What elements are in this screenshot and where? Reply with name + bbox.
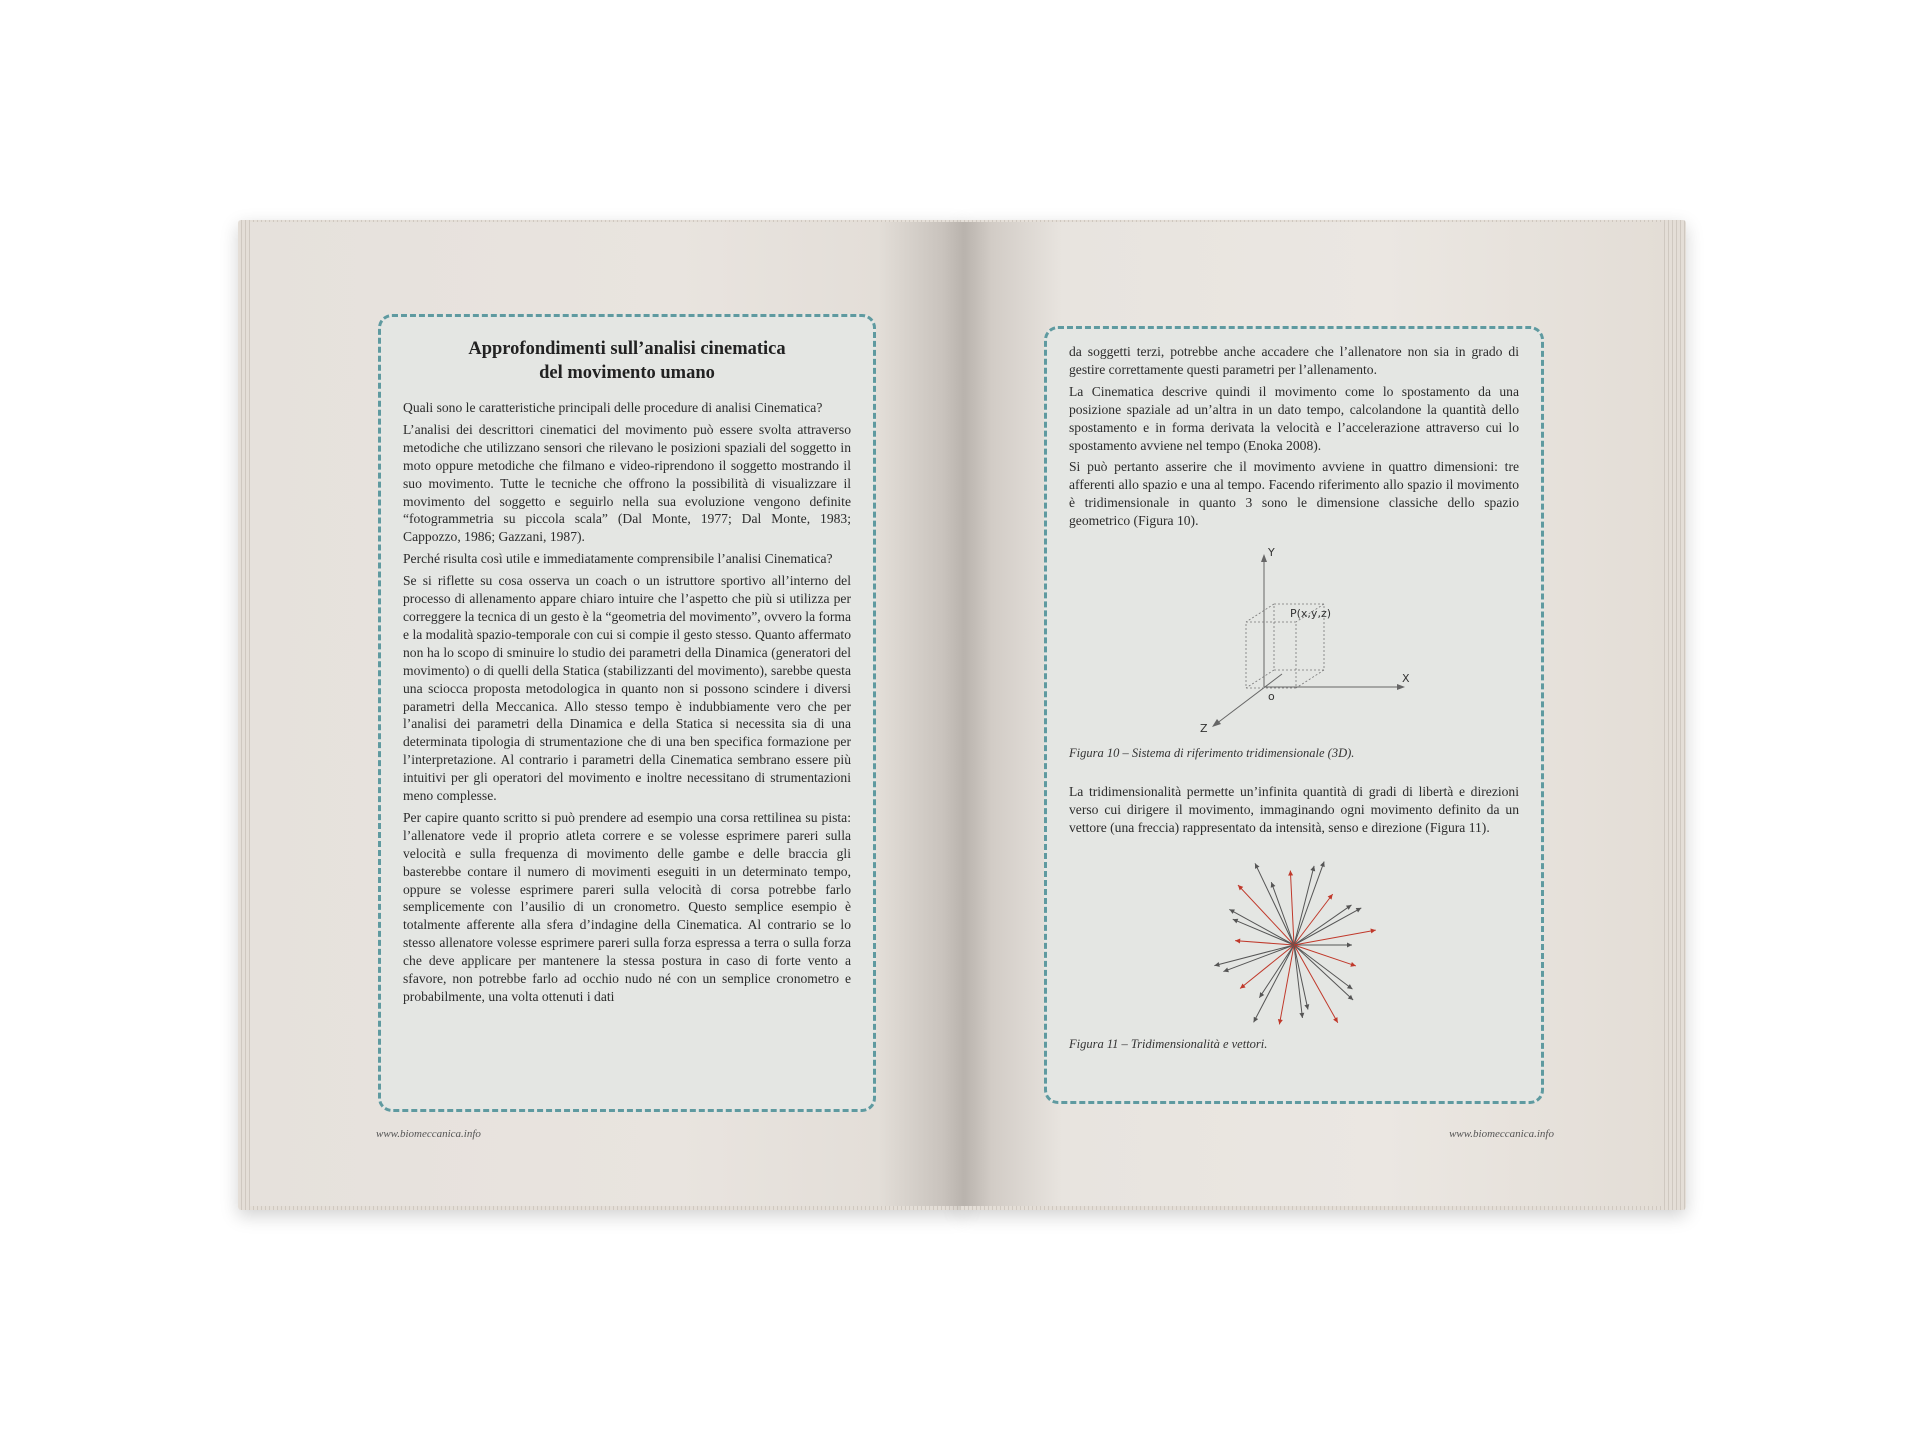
paragraph: L’analisi dei descrittori cinematici del movimento può essere svolta attraverso metodiche che utilizzano sensori che rilevano le posizioni spaziali del soggetto in moto oppure metodiche che filmano e video-riprendono il soggetto mostrando il suo movimento. Tutte le tecniche che offrono la possibilità di visualizzare il movimento del soggetto e seguirlo nella sua evoluzione vengono definite “fotogrammetria su piccola scala” (Dal Monte, 1977; Dal Monte, 1983; Cappozzo, 1986; Gazzani, 1987).: [403, 421, 851, 545]
z-axis-label: Z: [1200, 722, 1208, 736]
vector-line: [1294, 945, 1352, 989]
vector-line: [1294, 945, 1338, 1023]
left-text-box: [378, 314, 876, 1112]
vector-line: [1238, 885, 1294, 945]
vector-arrowhead-icon: [1214, 962, 1219, 967]
vector-line: [1255, 863, 1294, 945]
vector-arrowhead-icon: [1370, 928, 1375, 933]
vector-line: [1294, 945, 1353, 1000]
vector-arrowhead-icon: [1347, 942, 1352, 947]
paragraph: Per capire quanto scritto si può prendere ad esempio una corsa rettilinea su pista: l’allenatore vede il proprio atleta correre e se volesse esprimere pareri sulla velocità e sulla frequenza di movimento delle gambe e delle braccia gli basterebbe contare il numero di movimenti eseguiti in un determinato tempo, oppure se volesse esprimere pareri sulla velocità di corsa potrebbe farlo semplicemente con l’ausilio di un cronometro. Questo semplice esempio è totalmente afferente alla sfera d’indagine della Cinematica. Al contrario se lo stesso allenatore volesse esprimere pareri sulla forza espressa a terra o sulla forza che deve applicare per mantenere la stessa postura in caso di forte vento a sfavore, non potrebbe farlo ad occhio nudo né con un semplice cronometro e probabilmente, una volta ottenuti i dati: [403, 809, 851, 1004]
vector-arrowhead-icon: [1299, 1012, 1304, 1017]
paragraph: Perché risulta così utile e immediatamente comprensibile l’analisi Cinematica?: [403, 551, 833, 567]
vector-arrowhead-icon: [1235, 938, 1240, 943]
z-axis-arrow-icon: [1212, 719, 1221, 727]
paragraph: Se si riflette su cosa osserva un coach o un istruttore sportivo all’interno del processo di allenamento appare chiaro intuire che l’aspetto che più si utilizza per correggere la tecnica di un gesto è la “geometria del movimento”, ovvero la forma e la modalità spazio-temporale con cui si compie il gesto stesso. Quanto affermato non ha lo scopo di sminuire lo studio dei parametri della Dinamica (generatori del movimento) o di quelli della Statica (stabilizzanti del movimento), sarebbe questa una sciocca proposta metodologica in quanto non si possono scindere i diversi parametri della Meccanica. Allo stesso tempo è indubbiamente vero che per l’analisi dei parametri della Dinamica e della Statica si necessita sia di una determinata tipologia di strumentazione che di una ben specifica formazione per l’interpretazione. Al contrario i parametri della Cinematica sembrano essere più intuitivi per gli operatori del movimento e inoltre necessitano di strumentazioni meno complesse.: [403, 573, 851, 804]
y-axis-arrow-icon: [1261, 554, 1267, 562]
vector-arrowhead-icon: [1278, 1019, 1283, 1024]
vector-line: [1294, 908, 1361, 945]
left-page: [250, 222, 964, 1206]
vector-line: [1223, 945, 1294, 972]
vector-line: [1294, 945, 1356, 966]
right-text-box: [1044, 326, 1544, 1104]
figure-10-axes-diagram: [1164, 542, 1424, 742]
vector-arrowhead-icon: [1288, 870, 1293, 875]
vector-line: [1271, 882, 1294, 945]
origin-label: o: [1268, 690, 1275, 704]
figure-11-vectors-diagram: [1194, 853, 1394, 1033]
vector-arrowhead-icon: [1328, 894, 1333, 899]
paragraph: Quali sono le caratteristiche principali delle procedure di analisi Cinematica?: [403, 400, 823, 415]
paragraph: da soggetti terzi, potrebbe anche accadere che l’allenatore non sia in grado di gestire correttamente questi parametri per l’allenamento.: [1069, 344, 1519, 377]
figure-11-caption: Figura 11 – Tridimensionalità e vettori.: [1069, 1036, 1268, 1051]
vector-arrowhead-icon: [1304, 1004, 1309, 1009]
vector-line: [1290, 870, 1294, 944]
title-line-1: Approfondimenti sull’analisi cinematica: [468, 339, 786, 359]
page-footer-url: www.biomeccanica.info: [376, 1128, 481, 1140]
x-axis-label: X: [1402, 672, 1410, 686]
point-label: P(x,y,z): [1290, 607, 1332, 621]
vector-line: [1294, 945, 1308, 1010]
vector-arrowhead-icon: [1347, 984, 1353, 989]
vector-arrowhead-icon: [1259, 992, 1264, 998]
vector-line: [1294, 894, 1333, 945]
paragraph: Si può pertanto asserire che il movimento avviene in quattro dimensioni: tre afferenti allo spazio e una al tempo. Facendo riferimento allo spazio il movimento è tridimensionale in quanto 3 sono le dimensione classiche dello spazio geometrico (Figura 10).: [1069, 459, 1519, 529]
section-title: [403, 337, 851, 385]
y-axis-label: Y: [1268, 546, 1275, 560]
right-page: [964, 222, 1664, 1206]
paragraph: La tridimensionalità permette un’infinita quantità di gradi di libertà e direzioni verso cui dirigere il movimento, immaginando ogni movimento definito da un vettore (una freccia) rappresentato da intensità, senso e direzione (Figura 11).: [1069, 784, 1519, 835]
figure-10-caption: Figura 10 – Sistema di riferimento tridimensionale (3D).: [1069, 746, 1355, 761]
vector-line: [1294, 861, 1324, 944]
vector-line: [1294, 930, 1376, 945]
vector-line: [1254, 945, 1294, 1022]
vector-arrowhead-icon: [1346, 905, 1352, 910]
vector-arrowhead-icon: [1310, 866, 1315, 871]
page-footer-url: www.biomeccanica.info: [1449, 1128, 1554, 1140]
vector-line: [1294, 945, 1302, 1018]
open-book: [238, 220, 1686, 1210]
paragraph: La Cinematica descrive quindi il movimento come lo spostamento da una posizione spaziale ad un’altra in un dato tempo, calcolandone la quantità dello spostamento e in forma derivata la velocità e l’accelerazione attraverso cui lo spostamento avviene nel tempo (Enoka 2008).: [1069, 383, 1519, 453]
title-line-2: del movimento umano: [539, 363, 715, 383]
